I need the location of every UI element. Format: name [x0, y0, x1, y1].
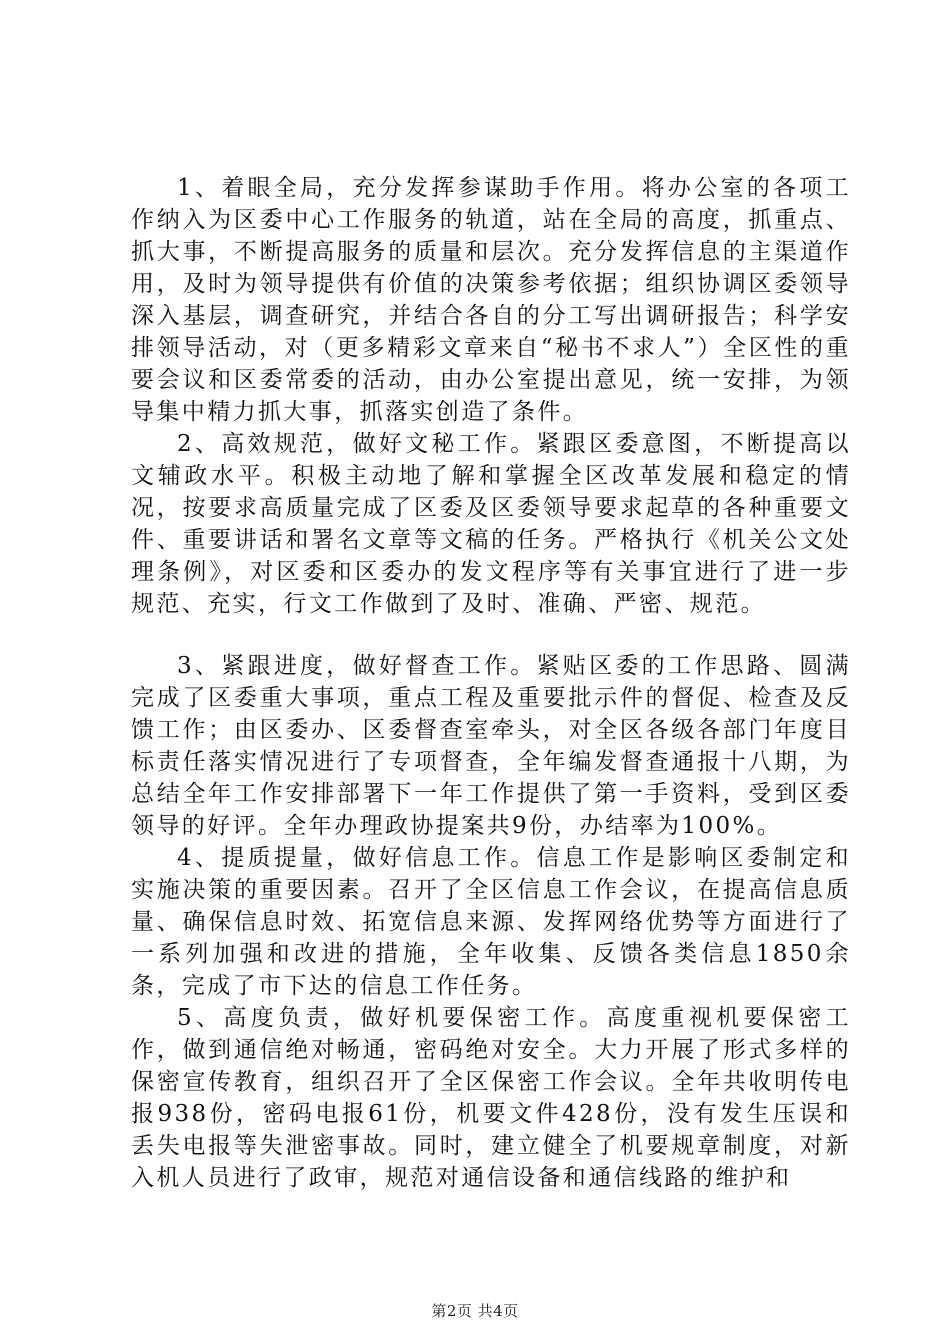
page-number-footer: 第2页 共4页: [431, 1302, 519, 1320]
paragraph-spacer: [131, 620, 851, 650]
paragraph-2: 2、高效规范，做好文秘工作。紧跟区委意图，不断提高以文辅政水平。积极主动地了解和掌握全区改革发展和稳定的情况，按要求高质量完成了区委及区委领导要求起草的各种重要文件、重要讲话和署名文章等文稿的任务。严格执行《机关公文处理条例》，对区委和区委办的发文程序等有关事宜进行了进一步规范、充实，行文工作做到了及时、准确、严密、规范。: [131, 431, 851, 617]
paragraph-4: 4、提质提量，做好信息工作。信息工作是影响区委制定和实施决策的重要因素。召开了全区信息工作会议，在提高信息质量、确保信息时效、拓宽信息来源、发挥网络优势等方面进行了一系列加强和改进的措施，全年收集、反馈各类信息1850余条，完成了市下达的信息工作任务。: [131, 845, 851, 999]
document-body: [131, 172, 851, 1194]
paragraph-3: 3、紧跟进度，做好督查工作。紧贴区委的工作思路、圆满完成了区委重大事项，重点工程及重要批示件的督促、检查及反馈工作；由区委办、区委督查室牵头，对全区各级各部门年度目标责任落实情况进行了专项督查，全年编发督查通报十八期，为总结全年工作安排部署下一年工作提供了第一手资料，受到区委领导的好评。全年办理政协提案共9份，办结率为100%。: [131, 653, 851, 839]
paragraph-1: 1、着眼全局，充分发挥参谋助手作用。将办公室的各项工作纳入为区委中心工作服务的轨道，站在全局的高度，抓重点、抓大事，不断提高服务的质量和层次。充分发挥信息的主渠道作用，及时为领导提供有价值的决策参考依据；组织协调区委领导深入基层，调查研究，并结合各自的分工写出调研报告；科学安排领导活动，对（更多精彩文章来自“秘书不求人”）全区性的重要会议和区委常委的活动，由办公室提出意见，统一安排，为领导集中精力抓大事，抓落实创造了条件。: [131, 175, 851, 425]
paragraph-5: 5、高度负责，做好机要保密工作。高度重视机要保密工作，做到通信绝对畅通，密码绝对安全。大力开展了形式多样的保密宣传教育，组织召开了全区保密工作会议。全年共收明传电报938份，密码电报61份，机要文件428份，没有发生压误和丢失电报等失泄密事故。同时，建立健全了机要规章制度，对新入机人员进行了政审，规范对通信设备和通信线路的维护和: [131, 1005, 851, 1191]
